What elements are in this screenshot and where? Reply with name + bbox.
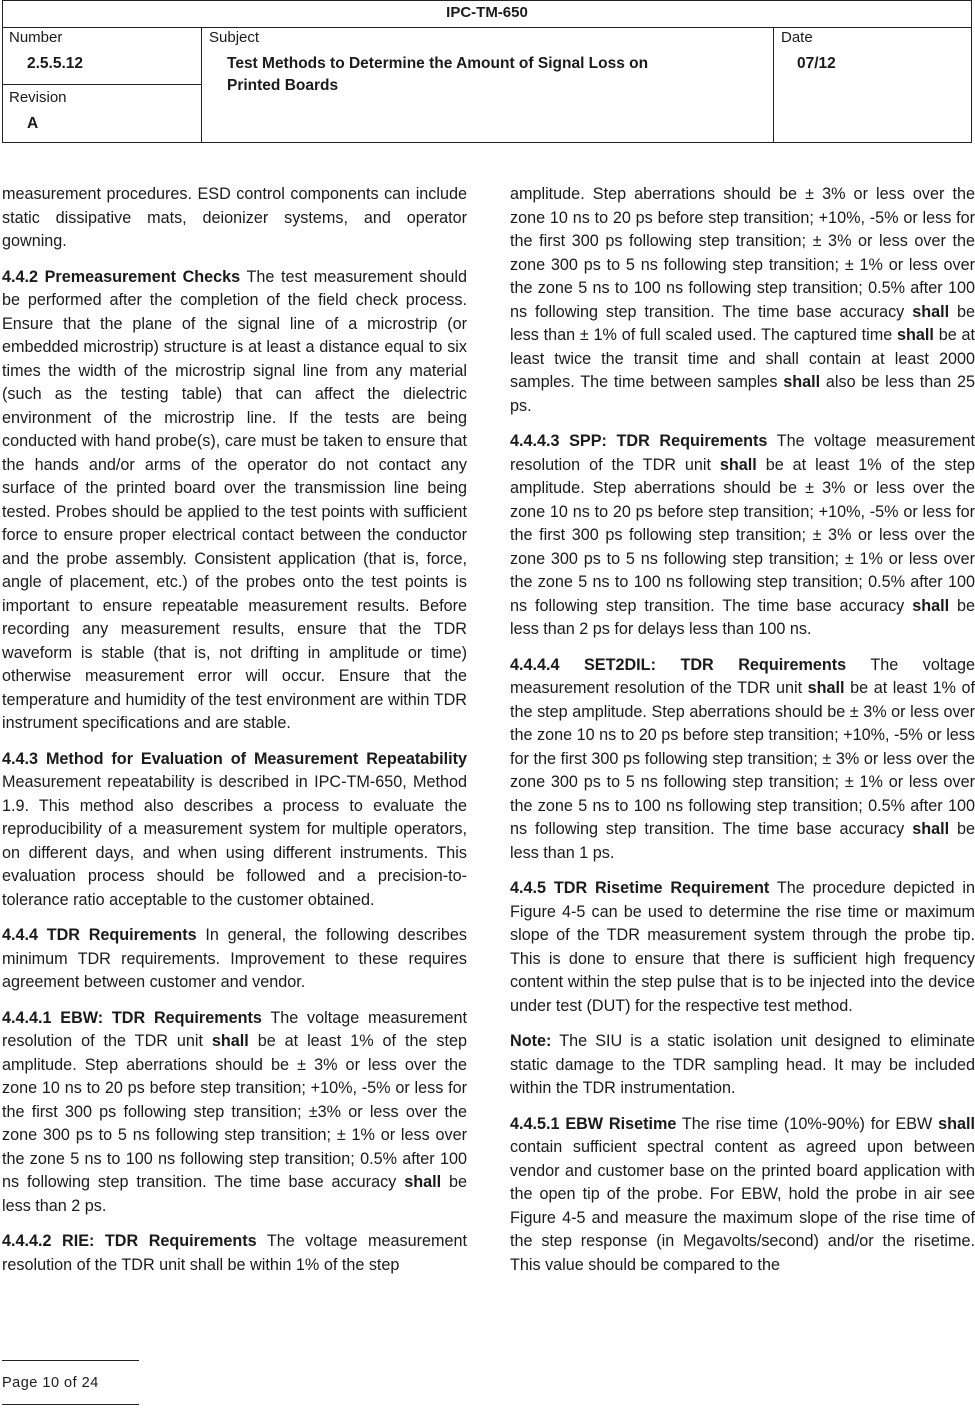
date-label: Date <box>781 29 813 46</box>
number-label: Number <box>9 29 63 46</box>
bold-text: shall <box>404 1173 442 1191</box>
bold-text: shall <box>938 1114 975 1133</box>
body-text: be less than 2 ps for delays less than 100 ns. <box>510 596 975 638</box>
bold-text: 4.4.4 TDR Requirements <box>2 926 197 944</box>
paragraph <box>510 877 975 1018</box>
bold-text: 4.4.5 TDR Risetime Requirement <box>510 879 770 897</box>
document-header-table <box>2 0 972 143</box>
bold-text: shall <box>897 326 934 344</box>
body-text: The SIU is a static isolation unit designed to eliminate static damage to the TDR sampling head. It may be included within the TDR instrumentation. <box>510 1032 975 1097</box>
body-text: The procedure depicted in Figure 4-5 can be used to determine the rise time or maximum slope of the TDR measurement system through the probe tip. This is done to ensure that there is sufficient high frequency content within the step pulse that is to be injected into the device under test (DUT) for the respective test method. <box>510 879 975 1015</box>
revision-value: A <box>27 115 39 132</box>
body-text: amplitude. Step aberrations should be ± 3% or less over the zone 10 ns to 20 ps before step transition; +10%, -5% or less for the first 300 ps following step transition; ± 3% or less over the zone 300 ps to 5 ns following step transition; ± 1% or less over the zone 5 ns to 100 ns following step transition; 0.5% after 100 ns following step transition. The time base accuracy <box>510 185 975 321</box>
paragraph <box>2 924 467 995</box>
subject-line-1: Test Methods to Determine the Amount of Signal Loss on <box>227 55 649 72</box>
body-text: be less than ± 1% of full scaled used. The captured time <box>510 302 975 344</box>
bold-text: 4.4.4.4 SET2DIL: TDR Requirements <box>510 655 847 674</box>
paragraph <box>510 1030 975 1101</box>
footer-rule-top <box>2 1360 139 1361</box>
body-text: be at least 1% of the step amplitude. Step aberrations should be ± 3% or less over the zone 10 ns to 20 ps before step transition; +10%, -5% or less for the first 300 ps following step transition; ± 3% or less over the zone 300 ps to 5 ns following step transition; ± 1% or less over the zone 5 ns to 100 ns following step transition; 0.5% after 100 ns following step transition. The time base accuracy <box>510 455 975 615</box>
right-text-column <box>510 183 975 1289</box>
body-text: contain sufficient spectral content as agreed upon between vendor and customer base on the printed board application with the open tip of the probe. For EBW, hold the probe in air see Figure 4-5 and measure the maximum slope of the rise time of the step response (in Megavolts/second) and/or the risetime. This value should be compared to the <box>510 1138 975 1274</box>
body-text: The test measurement should be performed after the completion of the field check process. Ensure that the plane of the signal line of a microstrip (or embedded microstrip) structure is at least a distance equal to six times the width of the microstrip signal line from any material (such as the testing table) that can affect the dielectric environment of the microstrip line. If the tests are being conducted with hand probe(s), care must be taken to ensure that the hands and/or arms of the operator do not contact any surface of the printed board over the transmission line being tested. Probes should be applied to the test points with sufficient force to ensure proper electrical contact between the conductor and the probe assembly. Consistent application (that is, force, angle of placement, etc.) of the probes onto the test points is important to ensure repeatable measurement results. Before recording any measurement results, ensure that the TDR waveform is stable (that is, not drifting in amplitude or time) otherwise measurement error will occur. Ensure that the temperature and humidity of the test environment are within TDR instrument specifications and are stable. <box>2 267 467 732</box>
standard-title: IPC-TM-650 <box>3 1 971 28</box>
left-text-column <box>2 183 467 1289</box>
body-text: also be less than 25 ps. <box>510 373 975 415</box>
paragraph <box>2 183 467 254</box>
bold-text: 4.4.3 Method for Evaluation of Measurement Repeatability <box>2 749 467 768</box>
body-text: Measurement repeatability is described in IPC-TM-650, Method 1.9. This method also describes a process to evaluate the reproducibility of a measurement system for multiple operators, on different days, and when using different instruments. This evaluation process should be followed and a precision-to-tolerance ratio acceptable to the customer obtained. <box>2 773 467 909</box>
paragraph <box>510 654 975 866</box>
paragraph <box>510 1113 975 1278</box>
body-text: be at least twice the transit time and shall contain at least 2000 samples. The time between samples <box>510 326 975 391</box>
bold-text: 4.4.4.3 SPP: TDR Requirements <box>510 432 768 450</box>
body-text: The voltage measurement resolution of the TDR unit <box>510 432 975 474</box>
body-text: be less than 1 ps. <box>510 820 975 862</box>
bold-text: shall <box>719 455 757 474</box>
subject-label: Subject <box>209 29 260 46</box>
subject-line-2: Printed Boards <box>227 77 339 94</box>
paragraph <box>2 1007 467 1219</box>
bold-text: shall <box>912 302 950 321</box>
date-value: 07/12 <box>797 55 836 72</box>
page-number: Page 10 of 24 <box>2 1375 99 1391</box>
body-text: be at least 1% of the step amplitude. Step aberrations should be ± 3% or less over the zone 10 ns to 20 ps before step transition; +10%, -5% or less for the first 300 ps following step transition; ± 3% or less over the zone 300 ps to 5 ns following step transition; ± 1% or less over the zone 5 ns to 100 ns following step transition; 0.5% after 100 ns following step transition. The time base accuracy <box>510 679 975 838</box>
paragraph <box>510 183 975 418</box>
paragraph <box>2 266 467 736</box>
bold-text: shall <box>783 373 821 391</box>
body-text: be at least 1% of the step amplitude. Step aberrations should be ± 3% or less over the zone 10 ns to 20 ps before step transition; +10%, -5% or less for the first 300 ps following step transition; ±3% or less over the zone 300 ps to 5 ns following step transition; ± 1% or less over the zone 5 ns to 100 ns following step transition; 0.5% after 100 ns following step transition. The time base accuracy <box>2 1032 467 1191</box>
bold-text: 4.4.4.2 RIE: TDR Requirements <box>2 1232 257 1250</box>
paragraph <box>2 748 467 913</box>
revision-label: Revision <box>9 89 67 106</box>
footer-rule-bottom <box>2 1404 139 1405</box>
body-text: The voltage measurement resolution of the TDR unit shall be within 1% of the step <box>2 1232 467 1274</box>
bold-text: shall <box>912 596 950 615</box>
paragraph <box>510 430 975 642</box>
bold-text: shall <box>807 679 845 697</box>
body-text: measurement procedures. ESD control components can include static dissipative mats, deionizer systems, and operator gowning. <box>2 185 467 250</box>
bold-text: 4.4.2 Premeasurement Checks <box>2 267 241 286</box>
body-text: be less than 2 ps. <box>2 1173 467 1215</box>
document-number: 2.5.5.12 <box>27 55 84 72</box>
body-text: The voltage measurement resolution of the TDR unit <box>510 655 975 697</box>
bold-text: shall <box>211 1032 249 1050</box>
bold-text: Note: <box>510 1032 552 1050</box>
body-text: The rise time (10%-90%) for EBW <box>676 1114 939 1133</box>
bold-text: 4.4.5.1 EBW Risetime <box>510 1114 677 1133</box>
body-text: The voltage measurement resolution of the TDR unit <box>2 1008 467 1050</box>
bold-text: 4.4.4.1 EBW: TDR Requirements <box>2 1008 262 1027</box>
body-text: In general, the following describes minimum TDR requirements. Improvement to these requires agreement between customer and vendor. <box>2 926 467 991</box>
paragraph <box>2 1230 467 1277</box>
bold-text: shall <box>912 820 950 838</box>
